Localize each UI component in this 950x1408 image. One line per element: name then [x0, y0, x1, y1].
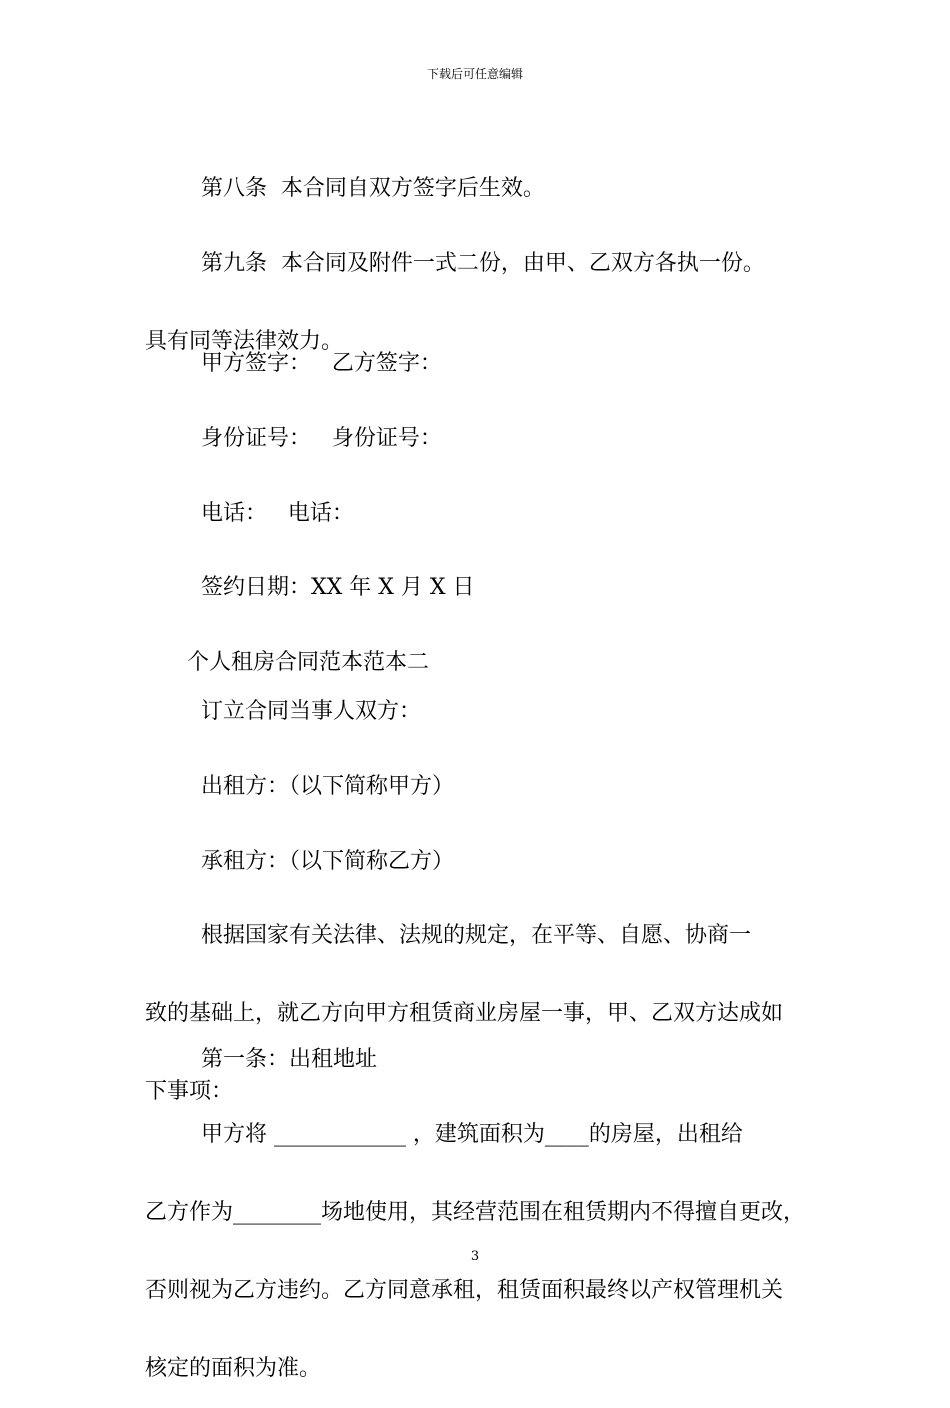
text-line: 甲方将 ____________ ，建筑面积为____的房屋，出租给 [145, 1122, 743, 1147]
text-line: 具有同等法律效力。 [145, 329, 344, 354]
text-line: 第八条 本合同自双方签字后生效。 [145, 176, 545, 201]
text-line: 核定的面积为准。 [145, 1356, 322, 1381]
text-line: 出租方：（以下简称甲方） [145, 774, 454, 799]
text-line: 下事项： [145, 1079, 234, 1104]
article-1-body [145, 1070, 815, 1408]
text-line: 签约日期：XX 年 X 月 X 日 [145, 575, 475, 600]
text-line: 致的基础上，就乙方向甲方租赁商业房屋一事，甲、乙双方达成如 [145, 1001, 784, 1026]
text-line: 乙方作为________场地使用，其经营范围在租赁期内不得擅自更改， [145, 1200, 806, 1225]
text-line: 第一条：出租地址 [145, 1047, 377, 1072]
text-line: 电话： 电话： [145, 501, 354, 526]
page-header: 下载后可任意编辑 [426, 67, 523, 81]
text-line: 个人租房合同范本范本二 [145, 650, 429, 675]
text-line: 根据国家有关法律、法规的规定，在平等、自愿、协商一 [145, 923, 751, 948]
text-line: 甲方签字： 乙方签字： [145, 351, 442, 376]
text-line: 否则视为乙方违约。乙方同意承租，租赁面积最终以产权管理机关 [145, 1278, 784, 1303]
text-line: 承租方：（以下简称乙方） [145, 849, 454, 874]
text-line: 第九条 本合同及附件一式二份，由甲、乙双方各执一份。 [145, 251, 765, 276]
text-line: 订立合同当事人双方： [145, 699, 421, 724]
text-line: 身份证号： 身份证号： [145, 426, 442, 451]
page-number: 3 [470, 1249, 480, 1264]
